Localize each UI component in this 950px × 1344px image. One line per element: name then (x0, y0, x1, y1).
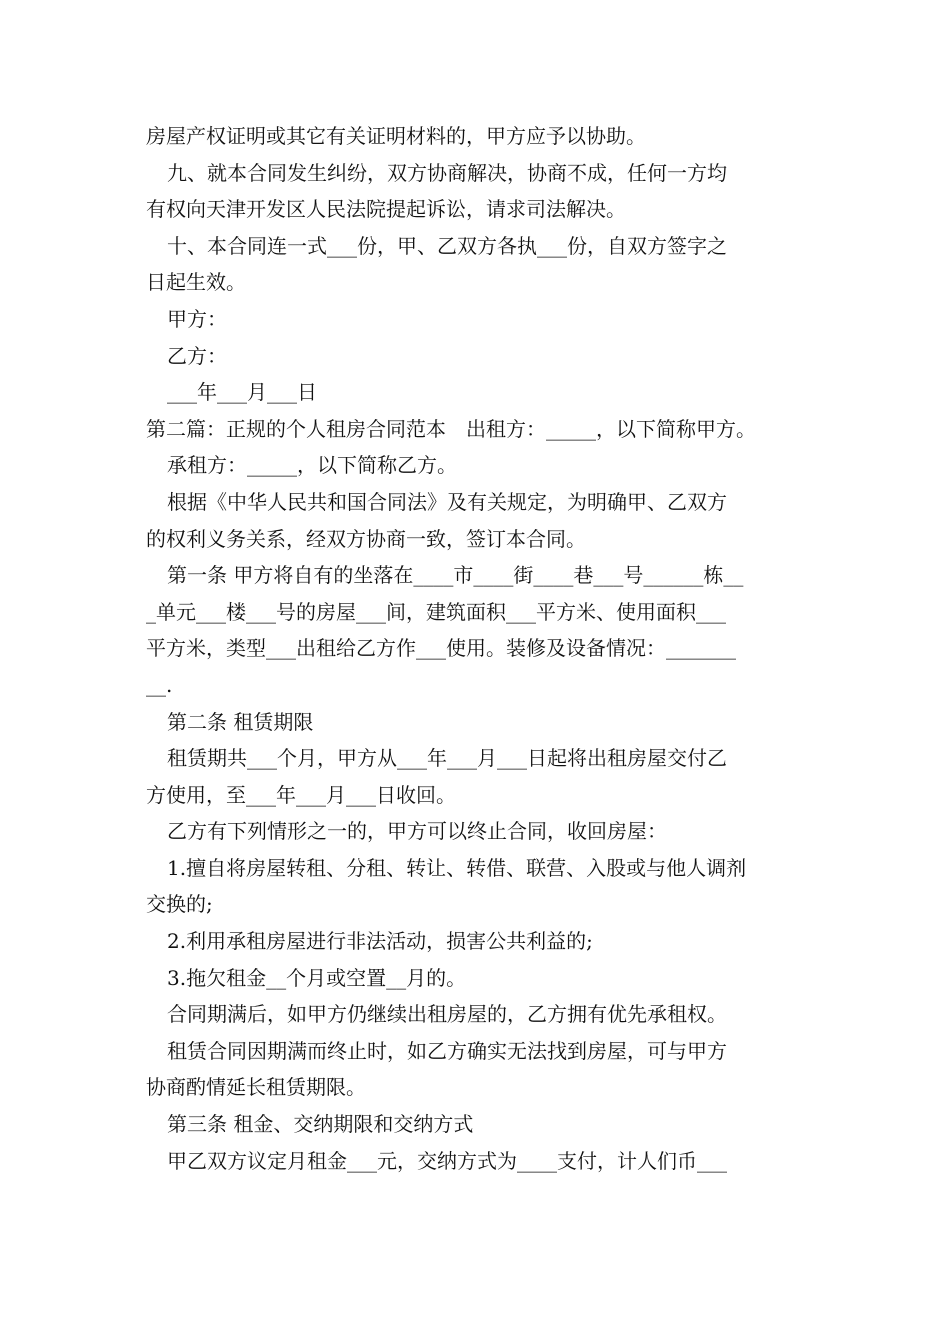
text-line: 日起生效。 (146, 270, 246, 295)
text-line: 方使用，至___年___月___日收回。 (146, 782, 456, 807)
text-line: 交换的; (146, 892, 213, 917)
text-line: 平方米，类型___出租给乙方作___使用。装修及设备情况：_______ (146, 636, 736, 661)
document-body (146, 118, 810, 1179)
text-line: 第二篇：正规的个人租房合同范本 出租方：_____，以下简称甲方。 (146, 416, 756, 441)
text-line: _单元___楼___号的房屋___间，建筑面积___平方米、使用面积___ (146, 599, 726, 624)
text-line: 第一条 甲方将自有的坐落在____市____街____巷___号______栋__ (167, 563, 744, 588)
text-line: 乙方有下列情形之一的，甲方可以终止合同，收回房屋： (167, 819, 667, 844)
text-line: ___年___月___日 (167, 380, 317, 405)
text-line: 第二条 租赁期限 (167, 709, 314, 734)
text-line: 甲方： (167, 306, 227, 331)
text-line: __. (146, 672, 173, 697)
text-line: 2.利用承租房屋进行非法活动，损害公共利益的; (167, 929, 593, 954)
text-line: 租赁合同因期满而终止时，如乙方确实无法找到房屋，可与甲方 (167, 1038, 727, 1063)
text-line: 十、本合同连一式___份，甲、乙双方各执___份，自双方签字之 (167, 233, 727, 258)
text-line: 根据《中华人民共和国合同法》及有关规定，为明确甲、乙双方 (167, 489, 727, 514)
text-line: 第三条 租金、交纳期限和交纳方式 (167, 1112, 474, 1137)
text-line: 乙方： (167, 343, 227, 368)
text-line: 甲乙双方议定月租金___元，交纳方式为____支付，计人们币___ (167, 1148, 727, 1173)
text-line: 租赁期共___个月，甲方从___年___月___日起将出租房屋交付乙 (167, 746, 727, 771)
text-line: 合同期满后，如甲方仍继续出租房屋的，乙方拥有优先承租权。 (167, 1002, 727, 1027)
text-line: 九、就本合同发生纠纷，双方协商解决，协商不成，任何一方均 (167, 160, 727, 185)
text-line: 承租方：_____，以下简称乙方。 (167, 453, 457, 478)
text-line: 协商酌情延长租赁期限。 (146, 1075, 366, 1100)
text-line: 的权利义务关系，经双方协商一致，签订本合同。 (146, 526, 586, 551)
text-line: 有权向天津开发区人民法院提起诉讼，请求司法解决。 (146, 197, 626, 222)
text-line: 1.擅自将房屋转租、分租、转让、转借、联营、入股或与他人调剂 (167, 855, 747, 880)
text-line: 房屋产权证明或其它有关证明材料的，甲方应予以协助。 (146, 124, 646, 148)
text-line: 3.拖欠租金__个月或空置__月的。 (167, 965, 467, 990)
